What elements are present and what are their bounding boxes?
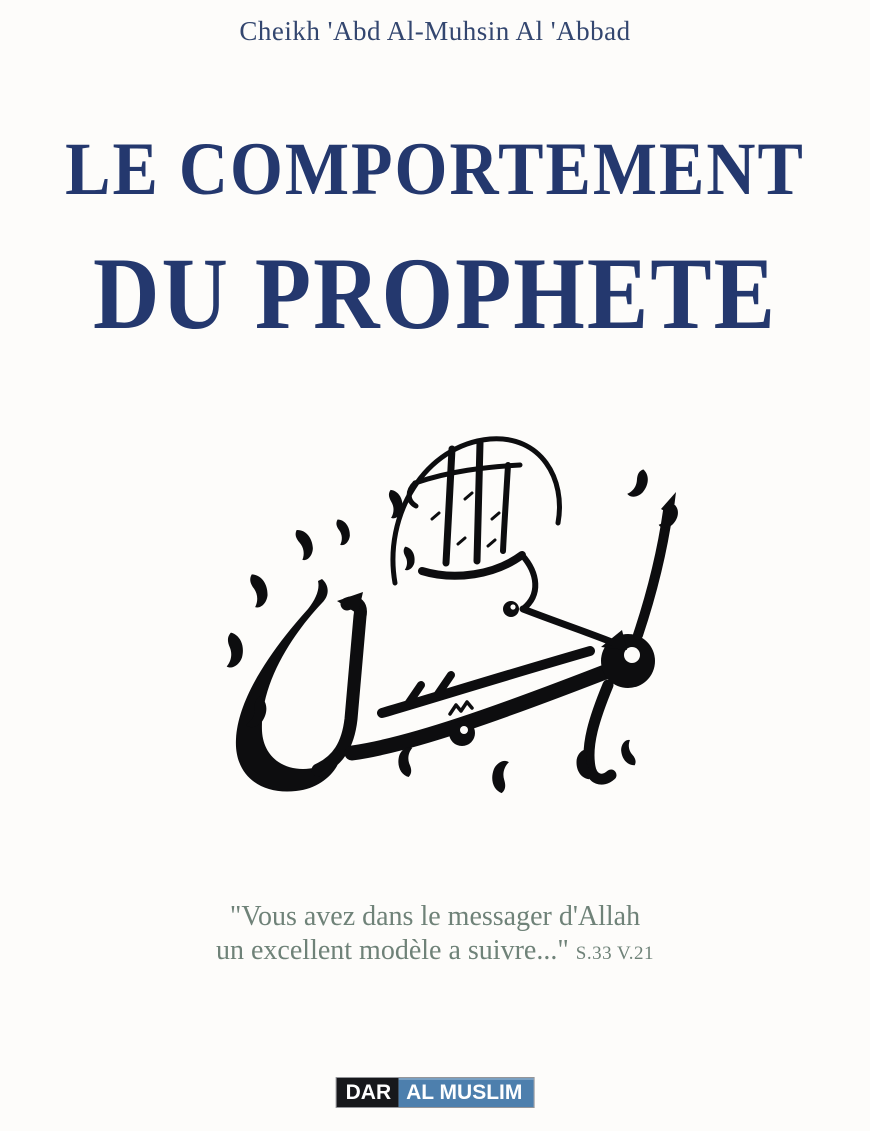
publisher-logo-dar: DAR [337, 1078, 399, 1107]
quran-quote [0, 900, 870, 971]
quote-reference: S.33 V.21 [575, 943, 654, 964]
book-title-line1: LE COMPORTEMENT [65, 127, 805, 211]
quote-line-2 [0, 934, 870, 971]
publisher-logo-al-muslim: AL MUSLIM [398, 1078, 533, 1107]
author-name: Cheikh 'Abd Al-Muhsin Al 'Abbad [239, 16, 631, 46]
quote-line-1: "Vous avez dans le messager d'Allah [229, 901, 641, 932]
publisher-logo [336, 1077, 535, 1108]
muhammad-calligraphy-icon [170, 423, 705, 818]
book-title-line2: DU PROPHETE [93, 236, 777, 351]
quote-line-2-text: un excellent modèle a suivre..." [216, 935, 569, 966]
